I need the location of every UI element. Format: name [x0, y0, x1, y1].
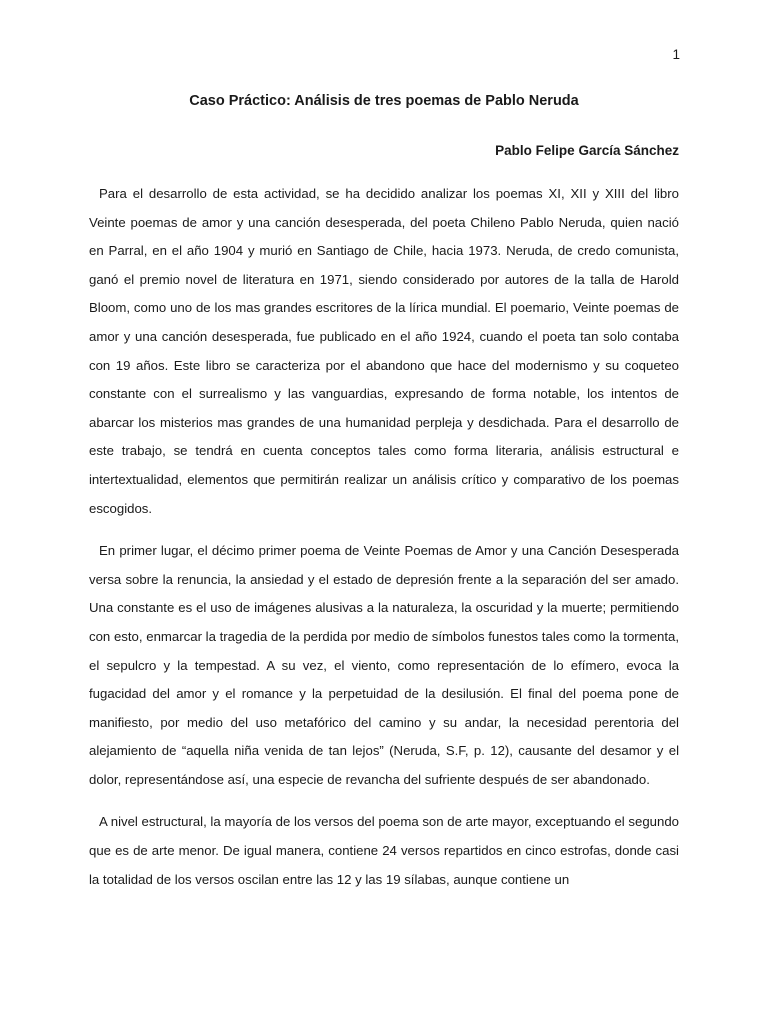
document-body: [89, 180, 679, 908]
document-title: Caso Práctico: Análisis de tres poemas de Pablo Neruda: [189, 93, 579, 109]
paragraph-intro: Para el desarrollo de esta actividad, se ha decidido analizar los poemas XI, XII y XIII del libro Veinte poemas de amor y una canción desesperada, del poeta Chileno Pablo Neruda, quien nació en Parral, en el año 1904 y murió en Santiago de Chile, hacia 1973. Neruda, de credo comunista, ganó el premio novel de literatura en 1971, siendo considerado por autores de la talla de Harold Bloom, como uno de los mas grandes escritores de la lírica mundial. El poemario, Veinte poemas de amor y una canción desesperada, fue publicado en el año 1924, cuando el poeta tan solo contaba con 19 años. Este libro se caracteriza por el abandono que hace del modernismo y su coqueteo constante con el surrealismo y las vanguardias, expresando de forma notable, los intentos de abarcar los misterios mas grandes de una humanidad perpleja y desdichada. Para el desarrollo de este trabajo, se tendrá en cuenta conceptos tales como forma literaria, análisis estructural e intertextualidad, elementos que permitirán realizar un análisis crítico y comparativo de los poemas escogidos.: [89, 186, 679, 516]
paragraph-structure: A nivel estructural, la mayoría de los versos del poema son de arte mayor, exceptuando el segundo que es de arte menor. De igual manera, contiene 24 versos repartidos en cinco estrofas, donde casi la totalidad de los versos oscilan entre las 12 y las 19 sílabas, aunque contiene un: [89, 814, 679, 887]
page-number: 1: [672, 47, 680, 62]
author-name: Pablo Felipe García Sánchez: [495, 143, 679, 158]
paragraph-poem-xi: En primer lugar, el décimo primer poema de Veinte Poemas de Amor y una Canción Desesperada versa sobre la renuncia, la ansiedad y el estado de depresión frente a la separación del ser amado. Una constante es el uso de imágenes alusivas a la naturaleza, la oscuridad y la muerte; permitiendo con esto, enmarcar la tragedia de la perdida por medio de símbolos funestos tales como la tormenta, el sepulcro y la tempestad. A su vez, el viento, como representación de lo efímero, evoca la fugacidad del amor y el romance y la perpetuidad de la desilusión. El final del poema pone de manifiesto, por medio del uso metafórico del camino y su andar, la necesidad perentoria del alejamiento de “aquella niña venida de tan lejos” (Neruda, S.F, p. 12), causante del desamor y el dolor, representándose así, una especie de revancha del sufriente después de ser abandonado.: [89, 543, 679, 787]
